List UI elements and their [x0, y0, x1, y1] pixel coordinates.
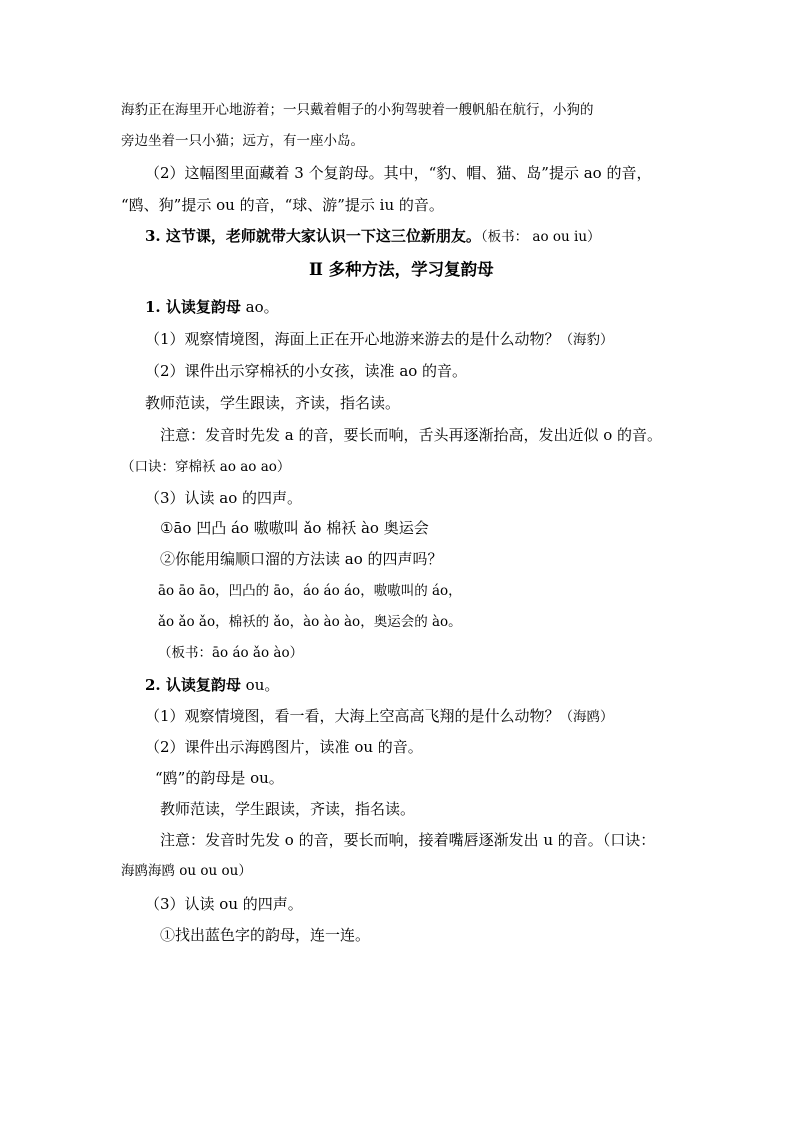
paragraph-line: 注意：发音时先发 a 的音，要长而响，舌头再逐渐抬高，发出近似 o 的音。	[160, 426, 663, 444]
phoneme-label: ou。	[240, 676, 280, 694]
paragraph-line: “鸥、狗”提示 ou 的音，“球、游”提示 iu 的音。	[121, 196, 444, 214]
paragraph-line: 注意：发音时先发 o 的音，要长而响，接着嘴唇逐渐发出 u 的音。（口诀：	[160, 831, 656, 849]
answer-note: （海鸥）	[559, 709, 614, 725]
paragraph-line: （2）课件出示穿棉袄的小女孩，读准 ao 的音。	[145, 362, 468, 380]
mnemonic-note: 海鸥海鸥 ou ou ou）	[121, 863, 252, 879]
paragraph-line: 旁边坐着一只小猫；远方，有一座小岛。	[121, 133, 364, 149]
paragraph-line: （2）课件出示海鸥图片，读准 ou 的音。	[145, 738, 423, 756]
phoneme-label: ao。	[240, 298, 279, 316]
question-text: （1）观察情境图，看一看，大海上空高高飞翔的是什么动物？	[145, 707, 560, 725]
subsection-title	[145, 675, 279, 695]
paragraph-line: ②你能用编顺口溜的方法读 ao 的四声吗？	[160, 550, 443, 568]
paragraph-line	[145, 329, 614, 350]
paragraph-line	[145, 706, 614, 727]
paragraph-line-bold	[145, 226, 601, 247]
paragraph-line: （2）这幅图里面藏着 3 个复韵母。其中，“豹、帽、猫、岛”提示 ao 的音，	[145, 164, 652, 182]
rhyme-line: ǎo ǎo ǎo，棉袄的 ǎo，ào ào ào，奥运会的 ào。	[158, 614, 462, 630]
question-text: （1）观察情境图，海面上正在开心地游来游去的是什么动物？	[145, 330, 560, 348]
paragraph-line: 教师范读，学生跟读，齐读，指名读。	[160, 800, 416, 818]
section-heading: Ⅱ 多种方法，学习复韵母	[309, 260, 494, 279]
paragraph-line: （3）认读 ou 的四声。	[145, 895, 303, 913]
bold-text: 2. 认读复韵母	[145, 676, 241, 694]
paragraph-line: 教师范读，学生跟读，齐读，指名读。	[145, 394, 401, 412]
paragraph-line: （3）认读 ao 的四声。	[145, 489, 303, 507]
paragraph-line: “鸥”的韵母是 ou。	[155, 769, 284, 787]
board-note: （板书：āo áo ǎo ào）	[158, 645, 304, 661]
bold-text: 3. 这节课，老师就带大家认识一下这三位新朋友。	[145, 227, 481, 245]
bold-text: 1. 认读复韵母	[145, 298, 241, 316]
mnemonic-note: （口诀：穿棉袄 ao ao ao）	[121, 459, 291, 475]
rhyme-line: āo āo āo，凹凸的 āo，áo áo áo，嗷嗷叫的 áo，	[158, 583, 462, 599]
board-note: （板书： ao ou iu）	[480, 229, 601, 245]
subsection-title	[145, 297, 279, 317]
paragraph-line: ①āo 凹凸 áo 嗷嗷叫 ǎo 棉袄 ào 奥运会	[160, 519, 429, 537]
answer-note: （海豹）	[559, 332, 614, 348]
paragraph-line: 海豹正在海里开心地游着；一只戴着帽子的小狗驾驶着一艘帆船在航行，小狗的	[121, 102, 594, 118]
paragraph-line: ①找出蓝色字的韵母，连一连。	[160, 926, 371, 944]
